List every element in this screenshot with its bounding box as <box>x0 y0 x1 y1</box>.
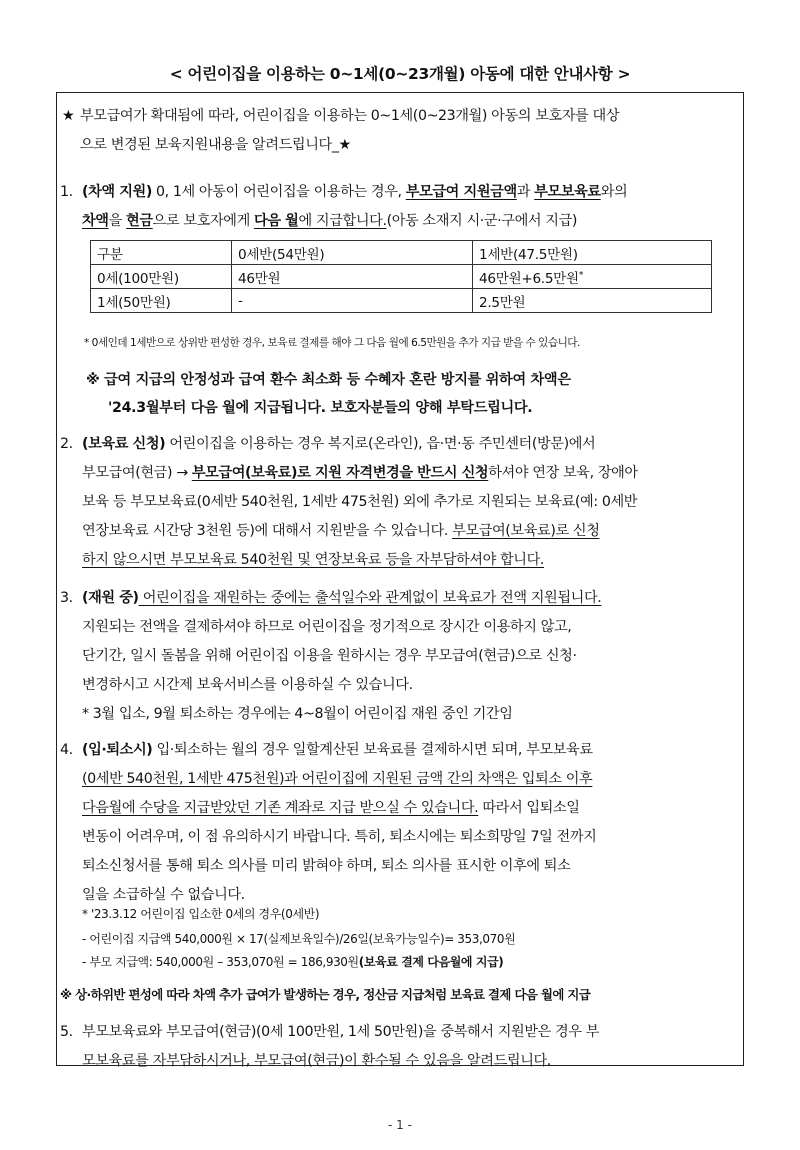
intro-line-2: 으로 변경된 보육지원내용을 알려드립니다_★ <box>80 137 351 153</box>
page-title: < 어린이집을 이용하는 0~1세(0~23개월) 아동에 대한 안내사항 > <box>169 65 631 83</box>
emphasis: 현금 <box>126 213 153 229</box>
text: 어린이집을 재원하는 중에는 출석일수와 관계없이 보육료가 전액 지원됩니다. <box>138 590 602 606</box>
example-footnote-2: - 어린이집 지급액 540,000원 × 17(실제보육일수)/26일(보육가능일수)= 353,070원 <box>82 932 516 946</box>
text: 부모보육료와 부모급여(현금)(0세 100만원, 1세 50만원)을 중복해서 지원받은 경우 부 <box>82 1024 600 1040</box>
text: 변동이 어려우며, 이 점 유의하시기 바랍니다. 특히, 퇴소시에는 퇴소희망일 7일 전까지 <box>82 829 597 845</box>
table-cell: 구분 <box>91 241 232 265</box>
text: 연장보육료 시간당 3천원 등)에 대해서 지원받을 수 있습니다. <box>82 523 453 539</box>
payment-notice <box>86 366 746 422</box>
text: 일을 소급하실 수 없습니다. <box>82 887 245 903</box>
table-cell: 1세(50만원) <box>91 289 232 313</box>
section-footnote: * 3월 입소, 9월 퇴소하는 경우에는 4~8월이 어린이집 재원 중인 기간임 <box>82 706 513 722</box>
text: 을 <box>108 213 127 229</box>
text: 에 지급합니다. <box>298 213 387 229</box>
text: 0, 1세 아동이 어린이집을 이용하는 경우, <box>151 184 406 200</box>
table-cell: 1세반(47.5만원) <box>473 241 712 265</box>
text: 어린이집을 이용하는 경우 복지로(온라인), 읍·면·동 주민센터(방문)에서 <box>165 436 596 452</box>
emphasis: 부모급여 지원금액 <box>405 184 517 200</box>
table-row <box>91 289 712 313</box>
table-cell: 2.5만원 <box>473 289 712 313</box>
example-footnote-1: * '23.3.12 어린이집 입소한 0세의 경우(0세반) <box>82 907 320 921</box>
notice-line-1: ※ 급여 지급의 안정성과 급여 환수 최소화 등 수혜자 혼란 방지를 위하여 차액은 <box>86 372 571 388</box>
text: 입·퇴소하는 월의 경우 일할계산된 보육료를 결제하시면 되며, 부모보육료 <box>152 742 593 758</box>
text: (0세반 540천원, 1세반 475천원)과 어린이집에 지원된 금액 간의 차액은 입퇴소 이후 <box>82 771 593 787</box>
text: 하셔야 연장 보육, 장애아 <box>488 465 638 481</box>
section-heading: (입·퇴소시) <box>82 742 153 758</box>
emphasis: 부모급여(보육료)로 지원 자격변경을 반드시 신청 <box>191 465 489 481</box>
text: 과 <box>516 184 535 200</box>
section-heading: (재원 중) <box>82 590 139 606</box>
text: 부모급여(현금) → <box>82 465 192 481</box>
emphasis: 부모급여(보육료)로 신청 <box>452 523 600 539</box>
text: 으로 보호자에게 <box>152 213 255 229</box>
text: 단기간, 일시 돌봄을 위해 어린이집 이용을 원하시는 경우 부모급여(현금)으로 신청· <box>82 648 577 664</box>
text: 따라서 입퇴소일 <box>478 800 580 816</box>
section-number: 2. <box>60 436 73 452</box>
table-row <box>91 241 712 265</box>
section-number: 3. <box>60 590 73 606</box>
section-number: 5. <box>60 1024 73 1040</box>
emphasis: 부모보육료 <box>534 184 601 200</box>
settlement-note: ※ 상·하위반 편성에 따라 차액 추가 급여가 발생하는 경우, 정산금 지급처럼 보육료 결제 다음 월에 지급 <box>60 987 591 1002</box>
section-number: 4. <box>60 742 73 758</box>
table-cell: 0세(100만원) <box>91 265 232 289</box>
text: 하지 않으시면 부모보육료 540천원 및 연장보육료 등을 자부담하셔야 합니다. <box>82 552 545 568</box>
section-number: 1. <box>60 184 73 200</box>
section-1 <box>60 178 740 236</box>
intro-text <box>62 102 740 160</box>
text: - 부모 지급액: 540,000원 – 353,070원 = 186,930원 <box>82 955 359 969</box>
example-footnote-3 <box>82 951 742 973</box>
table-cell <box>473 265 712 289</box>
emphasis: 차액 <box>82 213 109 229</box>
table-cell: - <box>232 289 473 313</box>
section-heading: (보육료 신청) <box>82 436 166 452</box>
footnote-mark: * <box>578 269 584 280</box>
intro-line-1: 부모급여가 확대됨에 따라, 어린이집을 이용하는 0~1세(0~23개월) 아동의 보호자를 대상 <box>80 108 620 124</box>
cell-value: 46만원+6.5만원 <box>479 270 579 287</box>
table-footnote: * 0세인데 1세반으로 상위반 편성한 경우, 보육료 결제를 해야 그 다음 월에 6.5만원을 추가 지급 받을 수 있습니다. <box>84 337 580 349</box>
star-icon: ★ <box>62 108 75 124</box>
text: (아동 소재지 시·군·구에서 지급) <box>386 213 578 229</box>
section-heading: (차액 지원) <box>82 184 152 200</box>
text: 변경하시고 시간제 보육서비스를 이용하실 수 있습니다. <box>82 677 413 693</box>
section-5 <box>60 1018 740 1076</box>
text: 모보육료를 자부담하시거나, 부모급여(현금)이 환수될 수 있음을 알려드립니다. <box>82 1053 551 1069</box>
table-cell: 0세반(54만원) <box>232 241 473 265</box>
emphasis: (보육료 결제 다음월에 지급) <box>358 955 504 969</box>
table-cell: 46만원 <box>232 265 473 289</box>
text: 지원되는 전액을 결제하셔야 하므로 어린이집을 정기적으로 장시간 이용하지 않고, <box>82 619 572 635</box>
notice-line-2: '24.3월부터 다음 월에 지급됩니다. 보호자분들의 양해 부탁드립니다. <box>108 400 533 416</box>
text: 보육 등 부모보육료(0세반 540천원, 1세반 475천원) 외에 추가로 지원되는 보육료(예: 0세반 <box>82 494 638 510</box>
text: 퇴소신청서를 통해 퇴소 의사를 미리 밝혀야 하며, 퇴소 의사를 표시한 이후에 퇴소 <box>82 858 571 874</box>
support-amount-table <box>90 240 712 313</box>
emphasis: 다음 월 <box>254 213 299 229</box>
table-row <box>91 265 712 289</box>
section-2 <box>60 430 740 575</box>
page-number: - 1 - <box>388 1118 412 1132</box>
section-4 <box>60 736 740 910</box>
emphasis: 다음월에 수당을 지급받았던 기존 계좌로 지급 받으실 수 있습니다. <box>82 800 479 816</box>
text: 와의 <box>600 184 628 200</box>
section-3 <box>60 584 740 729</box>
